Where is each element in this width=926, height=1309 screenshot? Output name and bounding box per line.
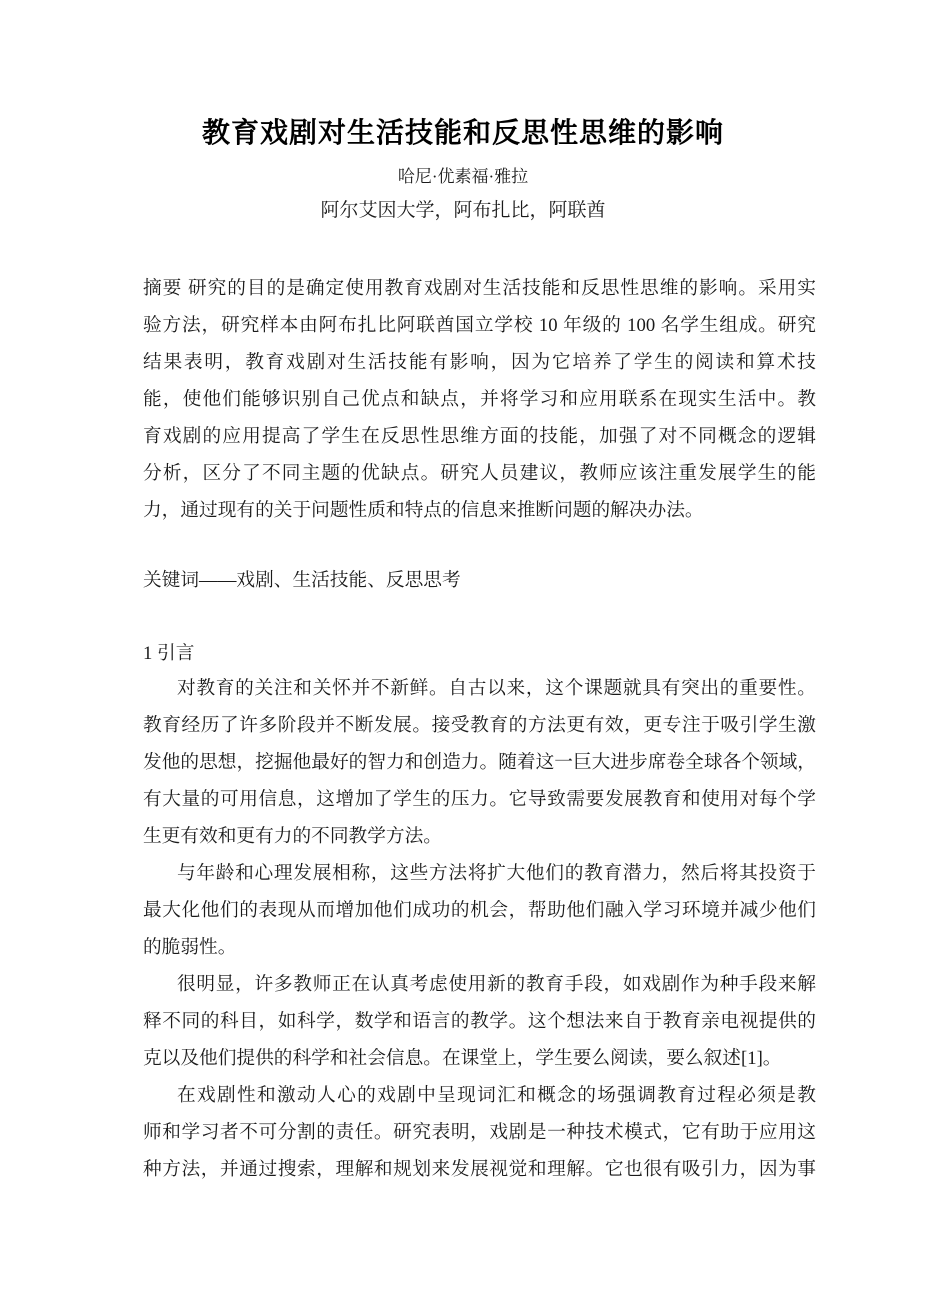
text-line: 克以及他们提供的科学和社会信息。在课堂上，学生要么阅读，要么叙述[1]。: [143, 1048, 782, 1069]
document-body: [143, 270, 816, 1188]
text-line: 教育经历了许多阶段并不断发展。接受教育的方法更有效，更专注于吸引学生激: [143, 715, 816, 736]
affiliation-line: 阿尔艾因大学，阿布扎比，阿联酋: [320, 200, 606, 221]
intro-paragraph-4: [143, 1077, 816, 1188]
abstract-line: 分析，区分了不同主题的优缺点。研究人员建议，教师应该注重发展学生的能: [143, 463, 816, 484]
text-line: 生更有效和更有力的不同教学方法。: [143, 826, 442, 847]
intro-paragraph-1: [143, 670, 816, 855]
keywords-line: 关键词——戏剧、生活技能、反思思考: [143, 570, 461, 591]
text-line: 有大量的可用信息，这增加了学生的压力。它导致需要发展教育和使用对每个学: [143, 789, 816, 810]
text-line: 的脆弱性。: [143, 937, 237, 958]
intro-paragraph-2: [143, 855, 816, 966]
text-line: 发他的思想，挖掘他最好的智力和创造力。随着这一巨大进步席卷全球各个领域，: [143, 752, 816, 773]
text-line: 师和学习者不可分割的责任。研究表明，戏剧是一种技术模式，它有助于应用这: [143, 1122, 816, 1143]
abstract-line: 育戏剧的应用提高了学生在反思性思维方面的技能，加强了对不同概念的逻辑: [143, 426, 816, 447]
abstract-line: 摘要 研究的目的是确定使用教育戏剧对生活技能和反思性思维的影响。采用实: [143, 278, 816, 299]
text-line: 最大化他们的表现从而增加他们成功的机会，帮助他们融入学习环境并减少他们: [143, 900, 816, 921]
abstract-line: 结果表明，教育戏剧对生活技能有影响，因为它培养了学生的阅读和算术技: [143, 352, 816, 373]
text-line: 与年龄和心理发展相称，这些方法将扩大他们的教育潜力，然后将其投资于: [177, 863, 816, 884]
text-line: 很明显，许多教师正在认真考虑使用新的教育手段，如戏剧作为种手段来解: [177, 974, 816, 995]
abstract-paragraph: [143, 270, 816, 529]
text-line: 对教育的关注和关怀并不新鲜。自古以来，这个课题就具有突出的重要性。: [177, 678, 816, 699]
paper-title: 教育戏剧对生活技能和反思性思维的影响: [201, 117, 724, 148]
abstract-line: 能，使他们能够识别自己优点和缺点，并将学习和应用联系在现实生活中。教: [143, 389, 816, 410]
abstract-line: 力，通过现有的关于问题性质和特点的信息来推断问题的解决办法。: [143, 500, 704, 521]
abstract-line: 验方法，研究样本由阿布扎比阿联酋国立学校 10 年级的 100 名学生组成。研究: [143, 315, 816, 336]
author-line: 哈尼·优素福·雅拉: [397, 167, 529, 186]
section-heading-introduction: 1 引言: [143, 643, 195, 664]
text-line: 种方法，并通过搜索，理解和规划来发展视觉和理解。它也很有吸引力，因为事: [143, 1159, 816, 1180]
text-line: 在戏剧性和激动人心的戏剧中呈现词汇和概念的场强调教育过程必须是教: [177, 1085, 816, 1106]
text-line: 释不同的科目，如科学，数学和语言的教学。这个想法来自于教育亲电视提供的: [143, 1011, 816, 1032]
intro-paragraph-3: [143, 966, 816, 1077]
